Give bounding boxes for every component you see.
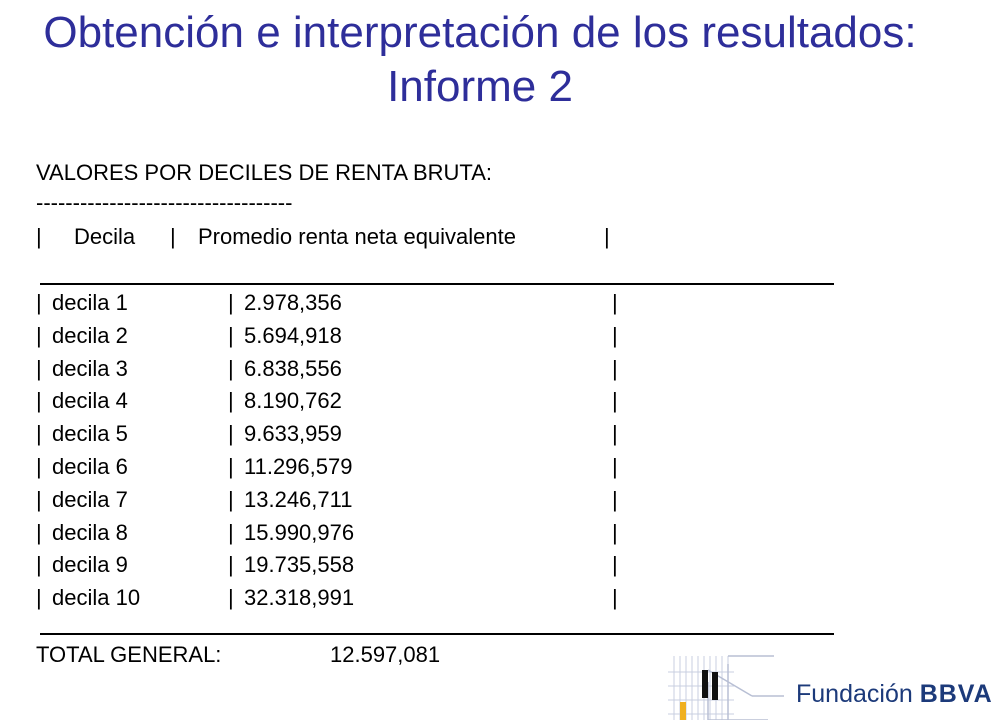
valor-cell: 6.838,556 <box>244 355 342 381</box>
table-row <box>36 321 656 351</box>
row-pipe-mid: | <box>228 519 234 545</box>
table-row <box>36 386 656 416</box>
decila-cell: decila 3 <box>52 355 128 381</box>
row-pipe-right: | <box>612 486 618 512</box>
valor-cell: 15.990,976 <box>244 519 355 545</box>
header-col-promedio: Promedio renta neta equivalente <box>198 224 516 249</box>
row-pipe-mid: | <box>228 585 234 611</box>
decila-cell: decila 6 <box>52 454 128 479</box>
row-pipe-left: | <box>36 486 42 512</box>
row-pipe-mid: | <box>228 322 234 348</box>
valor-cell: 9.633,959 <box>244 421 342 447</box>
table-row <box>36 550 656 580</box>
header-pipe-mid: | <box>170 224 176 249</box>
valor-cell: 8.190,762 <box>244 388 342 414</box>
row-pipe-left: | <box>36 454 42 479</box>
valor-cell: 32.318,991 <box>244 585 355 611</box>
decila-cell: decila 10 <box>52 585 141 611</box>
row-pipe-mid: | <box>228 486 234 512</box>
header-col-decila: Decila <box>74 224 136 249</box>
row-pipe-mid: | <box>228 355 234 381</box>
row-pipe-left: | <box>36 585 42 611</box>
row-pipe-right: | <box>612 322 618 348</box>
row-pipe-left: | <box>36 552 42 578</box>
decila-cell: decila 2 <box>52 322 128 348</box>
row-pipe-left: | <box>36 290 42 315</box>
valor-cell: 2.978,356 <box>244 290 342 315</box>
total-row <box>36 640 536 670</box>
dash-separator: ----------------------------------- <box>36 190 293 215</box>
row-pipe-mid: | <box>228 421 234 447</box>
row-pipe-left: | <box>36 322 42 348</box>
row-pipe-right: | <box>612 519 618 545</box>
row-pipe-mid: | <box>228 454 234 479</box>
table-row <box>36 452 656 482</box>
table-row <box>36 583 656 613</box>
row-pipe-left: | <box>36 355 42 381</box>
table-row <box>36 288 656 318</box>
row-pipe-right: | <box>612 421 618 447</box>
logo-name: Fundación <box>796 680 913 708</box>
row-pipe-left: | <box>36 388 42 414</box>
decila-cell: decila 7 <box>52 486 128 512</box>
slide-title: Obtención e interpretación de los resultados: Informe 2 <box>43 8 917 111</box>
decila-cell: decila 5 <box>52 421 128 447</box>
row-pipe-right: | <box>612 388 618 414</box>
total-label: TOTAL GENERAL: <box>36 642 222 667</box>
table-row <box>36 354 656 384</box>
row-pipe-mid: | <box>228 552 234 578</box>
row-pipe-right: | <box>612 585 618 611</box>
decila-cell: decila 4 <box>52 388 128 414</box>
table-row <box>36 518 656 548</box>
decila-cell: decila 1 <box>52 290 128 315</box>
table-row <box>36 419 656 449</box>
total-value: 12.597,081 <box>330 642 441 667</box>
row-pipe-right: | <box>612 454 618 479</box>
row-pipe-left: | <box>36 421 42 447</box>
row-pipe-right: | <box>612 552 618 578</box>
decila-cell: decila 9 <box>52 552 128 578</box>
row-pipe-right: | <box>612 290 618 315</box>
report-heading: VALORES POR DECILES DE RENTA BRUTA: <box>36 160 492 185</box>
row-pipe-mid: | <box>228 388 234 414</box>
table-header <box>36 222 656 252</box>
valor-cell: 19.735,558 <box>244 552 355 578</box>
table-bottom-rule <box>40 633 834 635</box>
fundacion-logo-graphic <box>668 652 786 720</box>
table-row <box>36 485 656 515</box>
valor-cell: 13.246,711 <box>244 486 353 512</box>
decila-cell: decila 8 <box>52 519 128 545</box>
valor-cell: 11.296,579 <box>244 454 353 479</box>
valor-cell: 5.694,918 <box>244 322 342 348</box>
row-pipe-left: | <box>36 519 42 545</box>
header-pipe-left: | <box>36 224 42 249</box>
header-pipe-right: | <box>604 224 610 249</box>
table-top-rule <box>40 283 834 285</box>
fundacion-bbva-logo <box>796 680 993 709</box>
logo-brand: BBVA <box>919 680 993 708</box>
row-pipe-mid: | <box>228 290 234 315</box>
row-pipe-right: | <box>612 355 618 381</box>
